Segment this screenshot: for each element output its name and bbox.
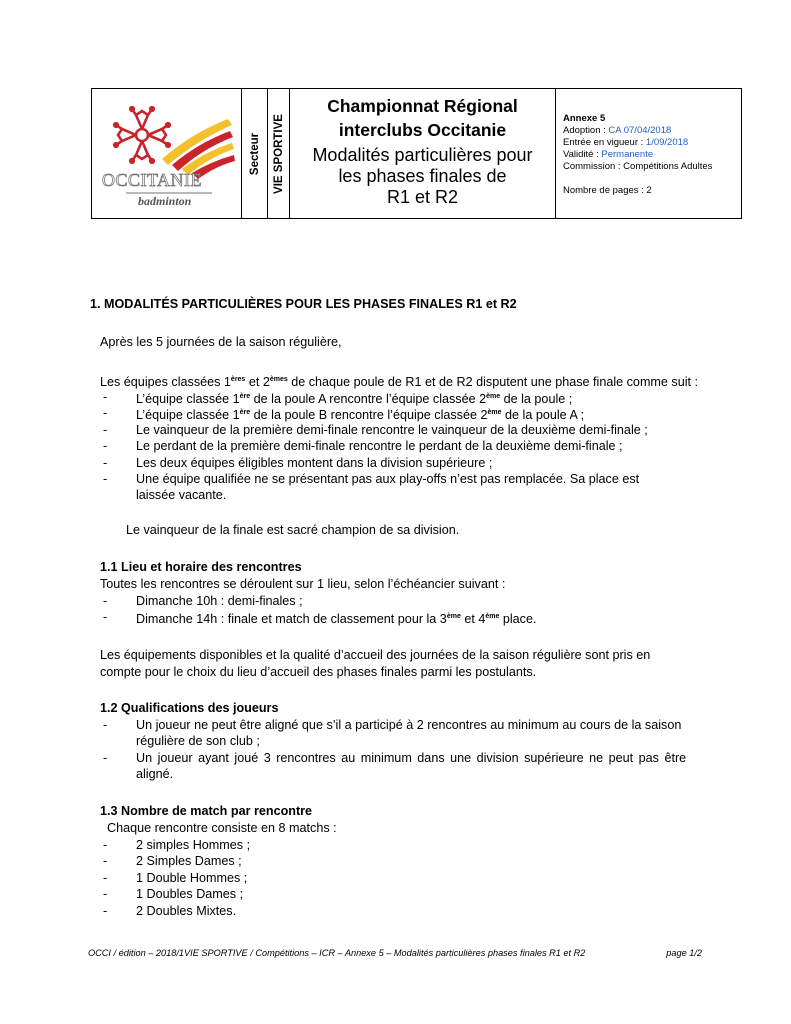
list-item-continuation: aligné. xyxy=(136,767,174,781)
occitanie-badminton-logo xyxy=(92,89,242,220)
annexe-label: Annexe 5 xyxy=(563,113,606,124)
validite-label: Validité : xyxy=(563,149,602,160)
list-item-continuation: laissée vacante. xyxy=(136,488,227,502)
venue-paragraph-line-2: compte pour le choix du lieu d’accueil des phases finales parmi les postulants. xyxy=(100,665,537,679)
subtitle-line-3: R1 et R2 xyxy=(386,187,459,207)
adoption-value: CA 07/04/2018 xyxy=(608,125,672,136)
meta-cell xyxy=(556,89,741,218)
list-item: - Dimanche 14h : finale et match de classement pour la 3ème et 4ème place. xyxy=(103,610,537,626)
section-1-lead: Les équipes classées 1ères et 2èmes de chaque poule de R1 et de R2 disputent une phase finale comme suit : xyxy=(100,375,699,389)
section-1-1-list xyxy=(103,593,723,629)
footer-text: OCCI / édition – 2018/1VIE SPORTIVE / Compétitions – ICR – Annexe 5 – Modalités particulières phases finales R1 et R2 xyxy=(88,948,586,958)
section-1-3-heading: 1.3 Nombre de match par rencontre xyxy=(100,804,313,818)
list-item: - 1 Doubles Dames ; xyxy=(103,887,244,901)
logo-cell xyxy=(92,89,242,218)
list-item: - Le perdant de la première demi-finale rencontre le perdant de la deuxième demi-finale ; xyxy=(103,439,623,453)
list-item: - Un joueur ayant joué 3 rencontres au minimum dans une division supérieure ne peut pas être xyxy=(103,751,687,765)
adoption-label: Adoption : xyxy=(563,125,609,136)
champion-text: Le vainqueur de la finale est sacré champion de sa division. xyxy=(126,523,460,537)
list-item: - L’équipe classée 1ère de la poule B rencontre l’équipe classée 2ème de la poule A ; xyxy=(103,406,585,422)
section-1-1-intro: Toutes les rencontres se déroulent sur 1 lieu, selon l’échéancier suivant : xyxy=(100,577,506,591)
section-1-list xyxy=(103,389,723,519)
section-1-2-heading: 1.2 Qualifications des joueurs xyxy=(100,701,279,715)
sector-value-cell xyxy=(268,89,290,218)
section-1-1-heading: 1.1 Lieu et horaire des rencontres xyxy=(100,560,302,574)
section-1-heading: 1. MODALITÉS PARTICULIÈRES POUR LES PHASES FINALES R1 et R2 xyxy=(90,297,517,311)
list-item: - 2 Doubles Mixtes. xyxy=(103,904,237,918)
list-item: - Une équipe qualifiée ne se présentant pas aux play-offs n’est pas remplacée. Sa place est xyxy=(103,472,640,486)
commission-line: Commission : Compétitions Adultes xyxy=(563,161,713,172)
title-cell xyxy=(290,89,556,218)
list-item: - Dimanche 10h : demi-finales ; xyxy=(103,594,303,608)
list-item: - 2 simples Hommes ; xyxy=(103,838,251,852)
logo-subtext: badminton xyxy=(138,194,192,208)
title-line-1: Championnat Régional xyxy=(327,96,518,116)
entree-label: Entrée en vigueur : xyxy=(563,137,646,148)
page-number: page 1/2 xyxy=(666,948,702,958)
adoption-line xyxy=(563,125,671,137)
section-1-2-list xyxy=(103,717,723,787)
subtitle-line-1: Modalités particulières pour xyxy=(312,145,533,165)
list-item: - Les deux équipes éligibles montent dans la division supérieure ; xyxy=(103,456,493,470)
pages-line: Nombre de pages : 2 xyxy=(563,185,652,196)
section-1-intro: Après les 5 journées de la saison régulière, xyxy=(100,335,342,349)
section-1-3-list xyxy=(103,837,723,921)
page-footer xyxy=(88,948,702,958)
sector-label: Secteur xyxy=(248,132,261,175)
sector-label-cell xyxy=(242,89,268,218)
title-line-2: interclubs Occitanie xyxy=(338,120,507,140)
list-item-continuation: régulière de son club ; xyxy=(136,734,260,748)
logo-text: OCCITANIE xyxy=(102,170,203,190)
entree-value: 1/09/2018 xyxy=(645,137,689,148)
section-1-3-intro: Chaque rencontre consiste en 8 matchs : xyxy=(107,821,337,835)
sector-value: VIE SPORTIVE xyxy=(272,113,285,194)
subtitle-line-2: les phases finales de xyxy=(338,166,507,186)
list-item: - L’équipe classée 1ère de la poule A rencontre l’équipe classée 2ème de la poule ; xyxy=(103,390,573,406)
list-item: - Le vainqueur de la première demi-finale rencontre le vainqueur de la deuxième demi-finale ; xyxy=(103,423,648,437)
list-item: - 1 Double Hommes ; xyxy=(103,871,248,885)
list-item: - Un joueur ne peut être aligné que s’il a participé à 2 rencontres au minimum au cours de la saison xyxy=(103,718,682,732)
document-header xyxy=(91,88,742,219)
venue-paragraph-line-1: Les équipements disponibles et la qualité d’accueil des journées de la saison régulière sont pris en xyxy=(100,648,651,662)
validite-value: Permanente xyxy=(601,149,654,160)
validite-line xyxy=(563,149,653,161)
list-item: - 2 Simples Dames ; xyxy=(103,854,242,868)
entree-line xyxy=(563,137,688,149)
